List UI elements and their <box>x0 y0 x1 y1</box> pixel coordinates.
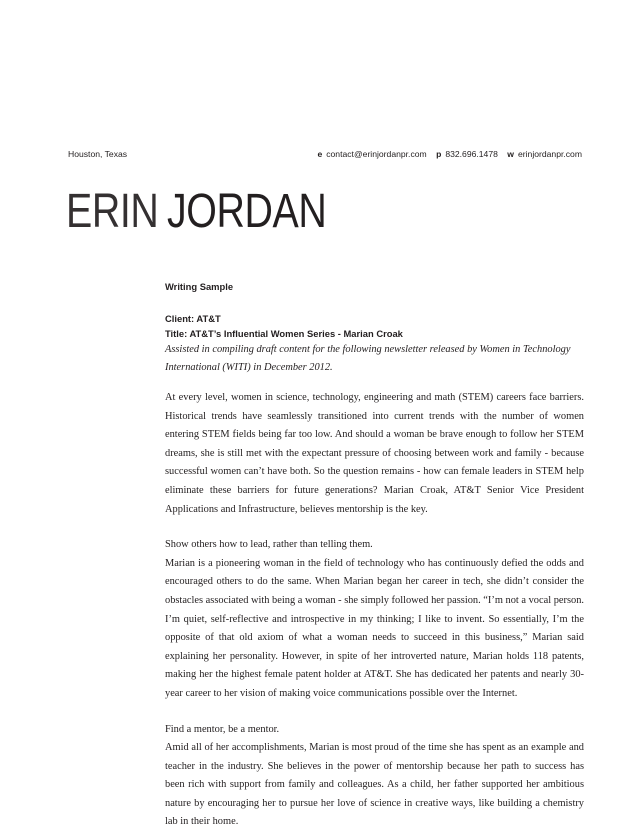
contact-info <box>317 149 582 159</box>
paragraph-2: Marian is a pioneering woman in the field of technology who has continuously defied the odds and encouraged others to do the same. When Marian began her career in tech, she didn’t consider the obstacles associated with being a woman - she simply followed her passion. “I’m not a vocal person. I’m quiet, self-reflective and introspective in my thinking; I like to invent. So essentially, I’m the opposite of that old axiom of what a woman needs to succeed in this business,” Marian said explaining her personality. However, in spite of her introverted nature, Marian holds 118 patents, making her the highest female patent holder at AT&T. She has dedicated her patents and nearly 30-year career to her vision of making voice communications possible over the Internet. <box>165 557 584 699</box>
client-line: Client: AT&T <box>165 313 221 324</box>
phone-number[interactable]: 832.696.1478 <box>445 149 498 159</box>
writing-sample-label: Writing Sample <box>165 281 234 292</box>
section-heading-mentor: Find a mentor, be a mentor. <box>165 723 280 735</box>
logo-last-name: JORDAN <box>166 185 327 238</box>
document-body <box>165 279 584 832</box>
website-link[interactable]: erinjordanpr.com <box>517 149 582 159</box>
phone-key: p <box>436 149 442 159</box>
email-link[interactable]: contact@erinjordanpr.com <box>326 149 427 159</box>
paragraph-3: Amid all of her accomplishments, Marian is most proud of the time she has spent as an example and teacher in the industry. She believes in the power of mentorship because her path to success has been rich with support from family and colleagues. As a child, her father supported her ambitious nature by encouraging her to pursue her love of science in creative ways, like building a chemistry lab in their home. <box>165 742 584 828</box>
section-heading-lead: Show others how to lead, rather than telling them. <box>165 539 373 551</box>
location-text: Houston, Texas <box>68 149 128 159</box>
email-key: e <box>317 149 323 159</box>
intro-note: Assisted in compiling draft content for the following newsletter released by Women in Technology International (WITI) in December 2012. <box>165 344 571 373</box>
title-line: Title: AT&T’s Influential Women Series - Marian Croak <box>165 328 403 339</box>
paragraph-1: At every level, women in science, technology, engineering and math (STEM) careers face barriers. Historical trends have seamlessly transitioned into current trends with the number of women entering STEM fields being far too low. And should a woman be brave enough to follow her STEM dreams, she is still met with the expectant pressure of choosing between work and family - because successful women can’t have both. So the question remains - how can female leaders in STEM help eliminate these barriers for future generations? Marian Croak, AT&T Senior Vice President Applications and Infrastructure, believes mentorship is the key. <box>165 392 584 515</box>
logo <box>66 187 361 237</box>
logo-first-name: ERIN <box>66 185 159 238</box>
web-key: w <box>507 149 514 159</box>
